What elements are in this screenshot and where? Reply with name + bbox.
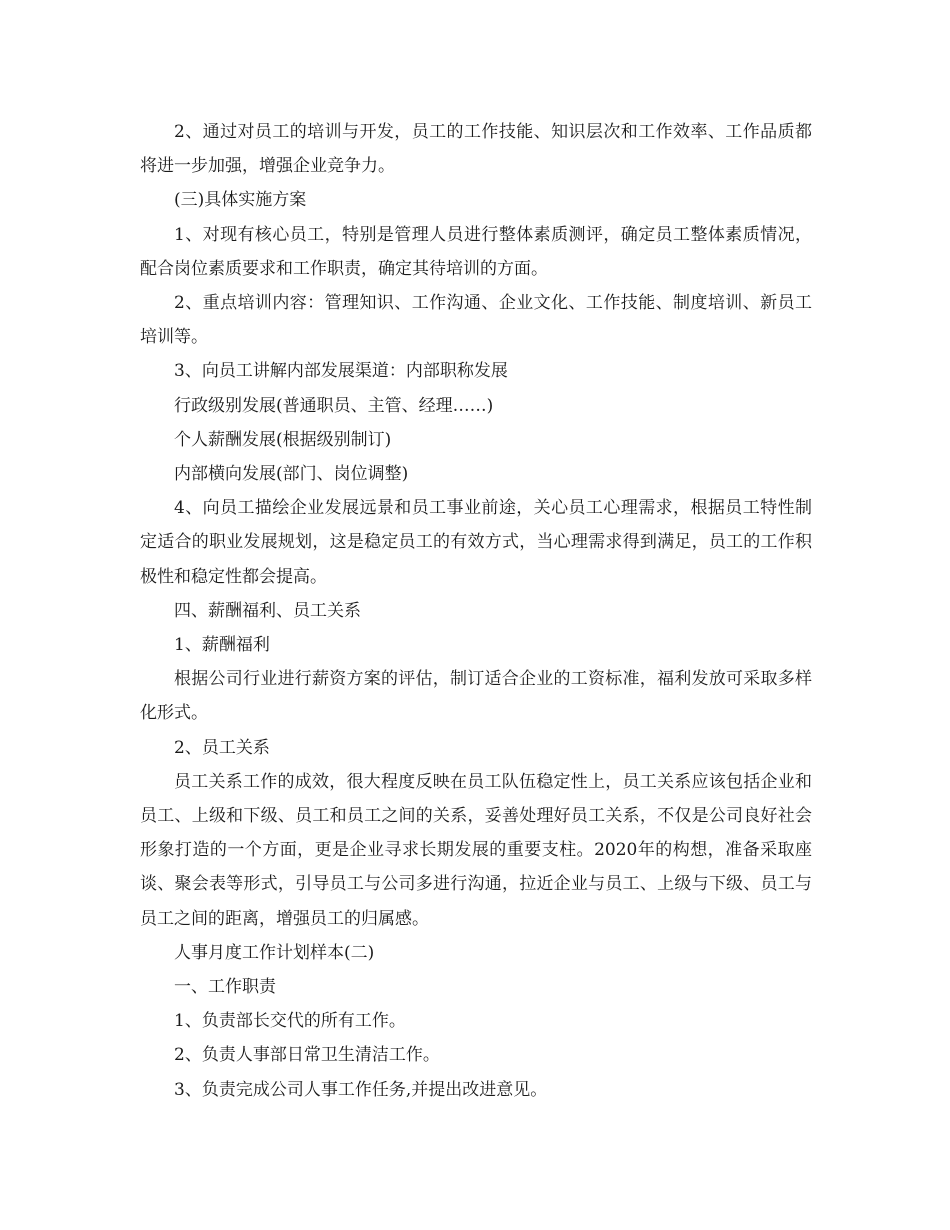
section-heading: (三)具体实施方案 <box>174 190 307 211</box>
paragraph: 4、向员工描绘企业发展远景和员工事业前途，关心员工心理需求，根据员工特性制定适合的职业发展规划，这是稳定员工的有效方式，当心理需求得到满足，员工的工作积极性和稳定性都会提高。 <box>140 498 812 587</box>
paragraph: 3、向员工讲解内部发展渠道：内部职称发展 <box>174 361 508 382</box>
paragraph: 1、负责部长交代的所有工作。 <box>174 1011 406 1032</box>
document-page <box>140 115 812 1107</box>
paragraph: 行政级别发展(普通职员、主管、经理……) <box>174 395 494 416</box>
section-heading: 四、薪酬福利、员工关系 <box>174 600 361 621</box>
paragraph: 2、重点培训内容：管理知识、工作沟通、企业文化、工作技能、制度培训、新员工培训等。 <box>140 293 812 348</box>
subsection-heading: 1、薪酬福利 <box>174 635 270 656</box>
paragraph: 2、负责人事部日常卫生清洁工作。 <box>174 1045 440 1066</box>
section-heading: 一、工作职责 <box>174 977 276 998</box>
paragraph: 2、通过对员工的培训与开发，员工的工作技能、知识层次和工作效率、工作品质都将进一步加强，增强企业竞争力。 <box>140 122 812 177</box>
subsection-heading: 2、员工关系 <box>174 737 270 758</box>
paragraph: 根据公司行业进行薪资方案的评估，制订适合企业的工资标准，福利发放可采取多样化形式。 <box>140 669 812 724</box>
paragraph: 1、对现有核心员工，特别是管理人员进行整体素质测评，确定员工整体素质情况，配合岗位素质要求和工作职责，确定其待培训的方面。 <box>140 224 812 279</box>
paragraph: 个人薪酬发展(根据级别制订) <box>174 429 392 450</box>
paragraph: 员工关系工作的成效，很大程度反映在员工队伍稳定性上，员工关系应该包括企业和员工、上级和下级、员工和员工之间的关系，妥善处理好员工关系，不仅是公司良好社会形象打造的一个方面，更是企业寻求长期发展的重要支柱。2020年的构想，准备采取座谈、聚会表等形式，引导员工与公司多进行沟通，拉近企业与员工、上级与下级、员工与员工之间的距离，增强员工的归属感。 <box>140 771 812 929</box>
paragraph: 内部横向发展(部门、岗位调整) <box>174 464 409 485</box>
paragraph: 3、负责完成公司人事工作任务,并提出改进意见。 <box>174 1079 548 1100</box>
section-heading: 人事月度工作计划样本(二) <box>174 942 375 963</box>
